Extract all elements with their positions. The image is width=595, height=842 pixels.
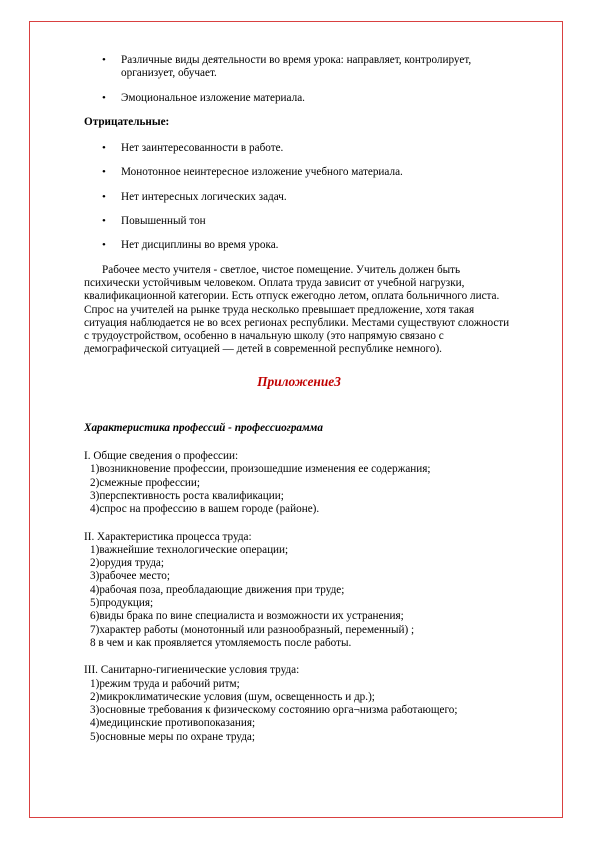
section-item: 1)возникновение профессии, произошедшие изменения ее содержания; — [90, 463, 431, 476]
bullet-icon: • — [102, 142, 106, 155]
section-item: 7)характер работы (монотонный или разнообразный, переменный) ; — [90, 623, 415, 636]
section-item: 2)микроклиматические условия (шум, освещенность и др.); — [90, 690, 375, 703]
document-body — [84, 54, 514, 758]
profile-title: Характеристика профессий - профессиограмма — [84, 421, 323, 434]
section-item: 3)перспективность роста квалификации; — [90, 489, 284, 502]
profile-section — [84, 531, 514, 651]
list-item — [84, 215, 514, 228]
bullet-icon: • — [102, 54, 106, 66]
section-item: 4)спрос на профессию в вашем городе (районе). — [90, 503, 320, 516]
positive-list — [84, 54, 514, 105]
list-item-text: Нет заинтересованности в работе. — [121, 142, 284, 155]
section-item: 8 в чем и как проявляется утомляемость после работы. — [90, 636, 352, 649]
section-item: 5)продукция; — [90, 597, 154, 610]
bullet-icon: • — [102, 215, 106, 228]
list-item-text: Эмоциональное изложение материала. — [121, 91, 305, 104]
list-item-text: Повышенный тон — [121, 215, 206, 228]
section-item: 3)рабочее место; — [90, 570, 170, 583]
section-item: 1)режим труда и рабочий ритм; — [90, 677, 240, 690]
bullet-icon: • — [102, 166, 106, 179]
section-item: 2)орудия труда; — [90, 557, 164, 570]
negative-list — [84, 142, 514, 252]
section-heading: II. Характеристика процесса труда: — [84, 530, 252, 543]
body-paragraph: Рабочее место учителя - светлое, чистое помещение. Учитель должен быть психически устойчивым человеком. Оплата труда зависит от учебной нагрузки, квалификационной категории. Есть отпуск ежегодно летом, оплата больничного листа. Спрос на учителей на рынке труда несколько превышает предложение, хотя такая ситуация наблюдается не во всех регионах республики. Местами существуют сложности с трудоустройством, особенно в начальную школу (это напрямую связано с демографической ситуацией — детей в современной республике немного). — [84, 263, 510, 356]
profile-section — [84, 450, 514, 516]
list-item-text: Нет интересных логических задач. — [121, 190, 287, 203]
list-item-text: Нет дисциплины во время урока. — [121, 239, 279, 252]
list-item — [84, 191, 514, 204]
list-item — [84, 54, 514, 81]
list-item — [84, 166, 514, 179]
section-item: 5)основные меры по охране труда; — [90, 730, 255, 743]
appendix-title: Приложение3 — [257, 373, 341, 389]
bullet-icon: • — [102, 91, 106, 104]
section-item: 1)важнейшие технологические операции; — [90, 543, 289, 556]
section-heading: III. Санитарно-гигиенические условия труда: — [84, 664, 300, 677]
list-item — [84, 142, 514, 155]
section-item: 6)виды брака по вине специалиста и возможности их устранения; — [90, 610, 404, 623]
list-item-text: Различные виды деятельности во время урока: направляет, контролирует, организует, обучает. — [121, 54, 472, 80]
section-heading: I. Общие сведения о профессии: — [84, 450, 239, 463]
bullet-icon: • — [102, 239, 106, 252]
negative-heading: Отрицательные: — [84, 115, 170, 128]
list-item — [84, 239, 514, 252]
profile-section — [84, 664, 514, 744]
profile-sections — [84, 450, 514, 744]
list-item — [84, 92, 514, 105]
section-item: 2)смежные профессии; — [90, 476, 201, 489]
bullet-icon: • — [102, 190, 106, 203]
section-item: 4)медицинские противопоказания; — [90, 717, 256, 730]
list-item-text: Монотонное неинтересное изложение учебного материала. — [121, 166, 403, 179]
section-item: 3)основные требования к физическому состоянию орга¬низма работающего; — [90, 704, 458, 717]
section-item: 4)рабочая поза, преобладающие движения при труде; — [90, 583, 345, 596]
